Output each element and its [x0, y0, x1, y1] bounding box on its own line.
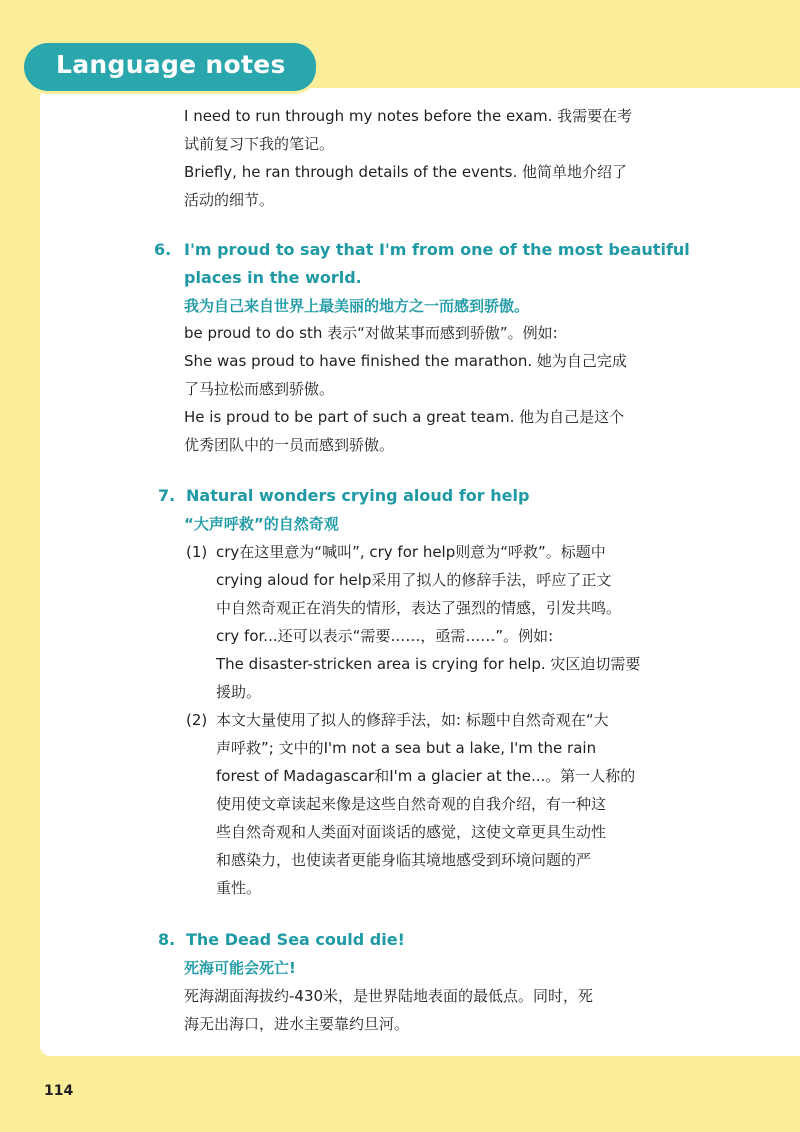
- sub-item-line: 本文大量使用了拟人的修辞手法，如: 标题中自然奇观在“大: [216, 711, 609, 729]
- sub-item-line: 重性。: [216, 879, 262, 897]
- page-number: 114: [44, 1083, 74, 1099]
- sub-item-line: crying aloud for help采用了拟人的修辞手法，呼应了正文: [216, 571, 612, 589]
- note-body-line: 海无出海口，进水主要靠约旦河。: [184, 1015, 410, 1033]
- sub-item-line: The disaster-stricken area is crying for help. 灾区迫切需要: [216, 655, 641, 673]
- note-translation: 我为自己来自世界上最美丽的地方之一而感到骄傲。: [184, 297, 530, 315]
- sub-item-line: cry for...还可以表示“需要……，亟需……”。例如:: [216, 627, 554, 645]
- sub-item-line: 使用使文章读起来像是这些自然奇观的自我介绍，有一种这: [216, 795, 607, 813]
- sub-item-line: forest of Madagascar和I'm a glacier at the...。第一人称的: [216, 767, 636, 785]
- intro-line: I need to run through my notes before the exam. 我需要在考: [184, 107, 633, 125]
- note-number: 7.: [158, 486, 176, 505]
- sub-item-label: (1): [186, 543, 208, 561]
- note-body-line: be proud to do sth 表示“对做某事而感到骄傲”。例如:: [184, 324, 558, 342]
- note-body-line: He is proud to be part of such a great team. 他为自己是这个: [184, 408, 625, 426]
- note-heading: places in the world.: [184, 268, 362, 287]
- note-translation: “大声呼救”的自然奇观: [184, 515, 339, 533]
- note-body-line: 了马拉松而感到骄傲。: [184, 380, 335, 398]
- sub-item-line: 和感染力，也使读者更能身临其境地感受到环境问题的严: [216, 851, 592, 869]
- note-heading: I'm proud to say that I'm from one of the most beautiful: [184, 240, 690, 259]
- sub-item-line: 些自然奇观和人类面对面谈话的感觉，这使文章更具生动性: [216, 823, 607, 841]
- sub-item-line: cry在这里意为“喊叫”, cry for help则意为“呼救”。标题中: [216, 543, 606, 561]
- note-body-line: 死海湖面海拔约-430米，是世界陆地表面的最低点。同时，死: [184, 987, 594, 1005]
- note-number: 6.: [154, 240, 172, 259]
- intro-line: 活动的细节。: [184, 191, 275, 209]
- sub-item-line: 援助。: [216, 683, 262, 701]
- section-title: Language notes: [56, 50, 286, 79]
- sub-item-line: 中自然奇观正在消失的情形，表达了强烈的情感，引发共鸣。: [216, 599, 622, 617]
- note-body-line: She was proud to have finished the marathon. 她为自己完成: [184, 352, 627, 370]
- intro-line: Briefly, he ran through details of the events. 他简单地介绍了: [184, 163, 627, 181]
- note-heading: Natural wonders crying aloud for help: [186, 486, 530, 505]
- note-translation: 死海可能会死亡!: [184, 959, 296, 977]
- intro-line: 试前复习下我的笔记。: [184, 135, 335, 153]
- note-heading: The Dead Sea could die!: [186, 930, 405, 949]
- sub-item-label: (2): [186, 711, 208, 729]
- note-number: 8.: [158, 930, 176, 949]
- note-body-line: 优秀团队中的一员而感到骄傲。: [184, 436, 395, 454]
- sub-item-line: 声呼救”; 文中的I'm not a sea but a lake, I'm the rain: [216, 739, 597, 757]
